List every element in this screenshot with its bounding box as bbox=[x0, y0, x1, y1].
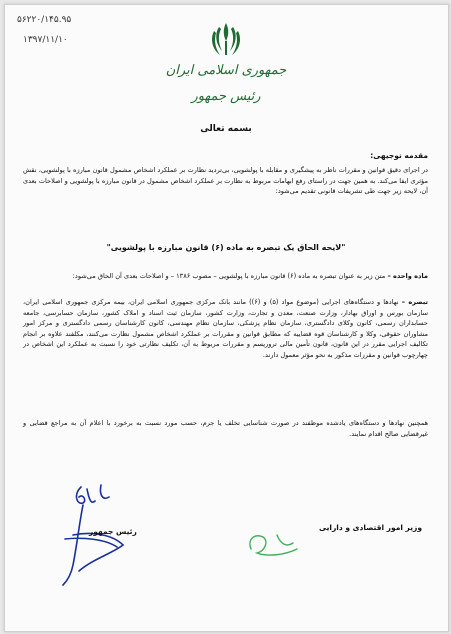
note-label: تبصره – bbox=[401, 298, 428, 306]
reference-date: ۱۳۹۷/۱۱/۱۰ bbox=[23, 35, 68, 45]
president-title: رئیس جمهور bbox=[89, 527, 137, 536]
minister-title: وزیر امور اقتصادی و دارایی bbox=[319, 523, 422, 532]
note-paragraph bbox=[23, 297, 428, 361]
iran-emblem-icon bbox=[210, 21, 242, 57]
article-paragraph bbox=[23, 271, 428, 282]
reference-number: ۵۶۲۲۰/۱۴۵.۹۵ bbox=[17, 15, 72, 25]
intro-paragraph: در اجرای دقیق قوانین و مقررات ناظر به پیشگیری و مقابله با پولشویی، بی‌تردید نظارت بر عملکرد اشخاص مشمول قانون مبارزه با پولشویی، نقش مؤثری ایفا می‌کند. به همین جهت در راستای رفع ابهامات مربوط به نظارت بر عملکرد اشخاص مشمول در قانون مبارزه با پولشویی و اصلاحات بعدی آن، لایحه زیر جهت طی تشریفات قانونی تقدیم می‌شود: bbox=[23, 166, 428, 196]
office-title: رئیس جمهور bbox=[191, 89, 261, 104]
article-text: متن زیر به عنوان تبصره به ماده (۶) قانون مبارزه با پولشویی – مصوب ۱۳۸۶ – و اصلاحات بعدی آن الحاق می‌شود: bbox=[72, 272, 386, 280]
minister-signature bbox=[237, 505, 317, 571]
letter-page bbox=[4, 4, 449, 632]
basmala: بسمه تعالی bbox=[200, 124, 252, 134]
intro-heading: مقدمه توجیهی: bbox=[370, 151, 428, 160]
note-text: نهادها و دستگاه‌های اجرایی (موضوع مواد (۵) و (۶)) مانند بانک مرکزی جمهوری اسلامی ایران، بیمه مرکزی جمهوری اسلامی ایران، سازمان بورس و اوراق بهادار، وزارت صنعت، معدن و تجارت، وزارت کشور، سازمان ثبت اسناد و املاک کشور، سازمان حسابرسی، جامعه حسابداران رسمی، کانون وکلای دادگستری، سازمان نظام پزشکی، سازمان نظام مهندسی، کانون کارشناسان رسمی دادگستری و مرکز امور مشاوران حقوقی، وکلا و کارشناسان قوه قضاییه که مطابق قوانین و مقررات بر عملکرد اشخاص مشمول نظارت می‌کنند، مکلفند علاوه بر انجام تکالیف اجرایی مقرر در این قانون، قانون تأمین مالی تروریسم و مقررات مربوط به آن، تکلیف نظارتی خود را نسبت به عملکرد این اشخاص در چهارچوب قوانین و مقررات مذکور به نحو مؤثر معمول دارند. bbox=[23, 298, 428, 359]
final-paragraph: همچنین نهادها و دستگاه‌های یادشده موظفند در صورت شناسایی تخلف یا جرم، حسب مورد نسبت به برخورد با اعلام آن به مراجع قضایی و غیرقضایی صالح اقدام نمایند. bbox=[23, 419, 428, 438]
republic-name: جمهوری اسلامی ایران bbox=[165, 63, 287, 78]
article-label: ماده واحده – bbox=[387, 272, 428, 280]
bill-title: "لایحه الحاق یک تبصره به ماده (۶) قانون مبارزه با پولشویی" bbox=[106, 243, 346, 252]
